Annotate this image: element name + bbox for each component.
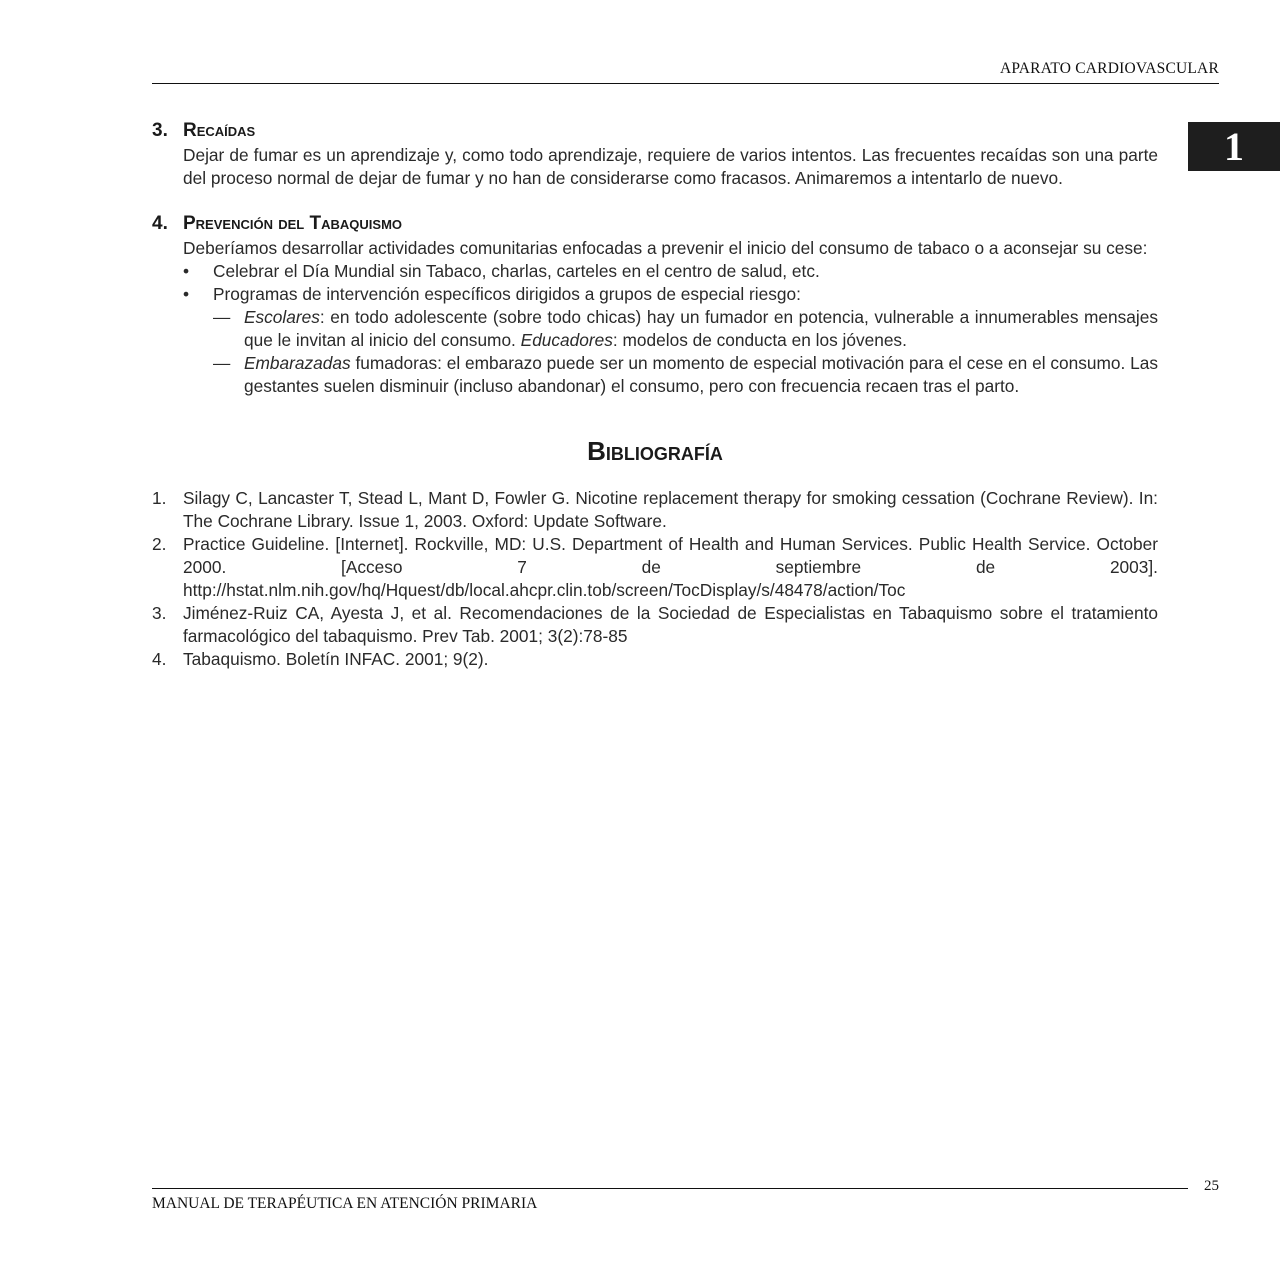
- reference-text: Jiménez-Ruiz CA, Ayesta J, et al. Recomendaciones de la Sociedad de Especialistas en Tabaquismo sobre el tratamiento farmacológico del tabaquismo. Prev Tab. 2001; 3(2):78-85: [183, 603, 1158, 646]
- section-recaidas: [152, 118, 1158, 190]
- reference-text: Practice Guideline. [Internet]. Rockville, MD: U.S. Department of Health and Human Services. Public Health Service. October 2000. [Acceso 7 de septiembre de 2003]. http://hstat.nlm.nih.gov/hq/Hquest/db/local.ahcpr.clin.tob/screen/TocDisplay/s/48478/action/Toc: [183, 534, 1158, 600]
- bullet-list: [183, 260, 1158, 398]
- chapter-tab: 1: [1188, 122, 1280, 171]
- bullet-text: Celebrar el Día Mundial sin Tabaco, charlas, carteles en el centro de salud, etc.: [213, 261, 820, 281]
- reference-text: Silagy C, Lancaster T, Stead L, Mant D, Fowler G. Nicotine replacement therapy for smoking cessation (Cochrane Review). In: The Cochrane Library. Issue 1, 2003. Oxford: Update Software.: [183, 488, 1158, 531]
- reference-item: [152, 602, 1158, 648]
- section-title: Prevención del Tabaquismo: [183, 213, 403, 234]
- dash-item-escolares: [213, 306, 1158, 352]
- section-number: 4.: [152, 213, 168, 234]
- reference-list: [152, 487, 1158, 671]
- running-header-title: APARATO CARDIOVASCULAR: [999, 60, 1219, 77]
- dash-term: Embarazadas: [244, 353, 351, 373]
- dash-item-embarazadas: [213, 352, 1158, 398]
- section-prevencion: [152, 211, 1158, 398]
- section-number: 3.: [152, 120, 168, 141]
- reference-number: 3.: [152, 603, 167, 623]
- bullet-item: [183, 260, 1158, 283]
- dash-text: : en todo adolescente (sobre todo chicas) hay un fumador en potencia, vulnerable a innumerables mensajes que le invitan al inicio del consumo.: [244, 307, 1158, 350]
- page-number: 25: [1204, 1178, 1219, 1194]
- header-rule: [152, 83, 1219, 84]
- reference-item: [152, 487, 1158, 533]
- dash-text: fumadoras: el embarazo puede ser un momento de especial motivación para el cese en el consumo. Las gestantes suelen disminuir (incluso abandonar) el consumo, pero con frecuencia recaen tras el parto.: [244, 353, 1158, 396]
- page-content: [152, 118, 1158, 671]
- reference-number: 2.: [152, 534, 167, 554]
- section-paragraph: Deberíamos desarrollar actividades comunitarias enfocadas a prevenir el inicio del consumo de tabaco o a aconsejar su cese:: [183, 238, 1148, 258]
- bullet-item: [183, 283, 1158, 398]
- footer-rule: [152, 1188, 1188, 1189]
- dash-term: Educadores: [520, 330, 613, 350]
- section-paragraph: Dejar de fumar es un aprendizaje y, como todo aprendizaje, requiere de varios intentos. Las frecuentes recaídas son una parte del proceso normal de dejar de fumar y no han de considerarse como fracasos. Animaremos a intentarlo de nuevo.: [183, 145, 1158, 188]
- section-title: Recaídas: [183, 120, 256, 141]
- reference-item: [152, 533, 1158, 602]
- reference-number: 1.: [152, 488, 167, 508]
- dash-text: : modelos de conducta en los jóvenes.: [612, 330, 907, 350]
- reference-item: [152, 648, 1158, 671]
- running-footer-title: MANUAL DE TERAPÉUTICA EN ATENCIÓN PRIMARIA: [152, 1195, 538, 1212]
- dash-list: [213, 306, 1158, 398]
- bibliography-title: Bibliografía: [587, 436, 723, 466]
- section-heading: [152, 118, 1158, 144]
- section-heading: [152, 211, 1158, 237]
- reference-number: 4.: [152, 649, 167, 669]
- bullet-text: Programas de intervención específicos dirigidos a grupos de especial riesgo:: [213, 284, 801, 304]
- dash-term: Escolares: [244, 307, 320, 327]
- reference-text: Tabaquismo. Boletín INFAC. 2001; 9(2).: [183, 649, 489, 669]
